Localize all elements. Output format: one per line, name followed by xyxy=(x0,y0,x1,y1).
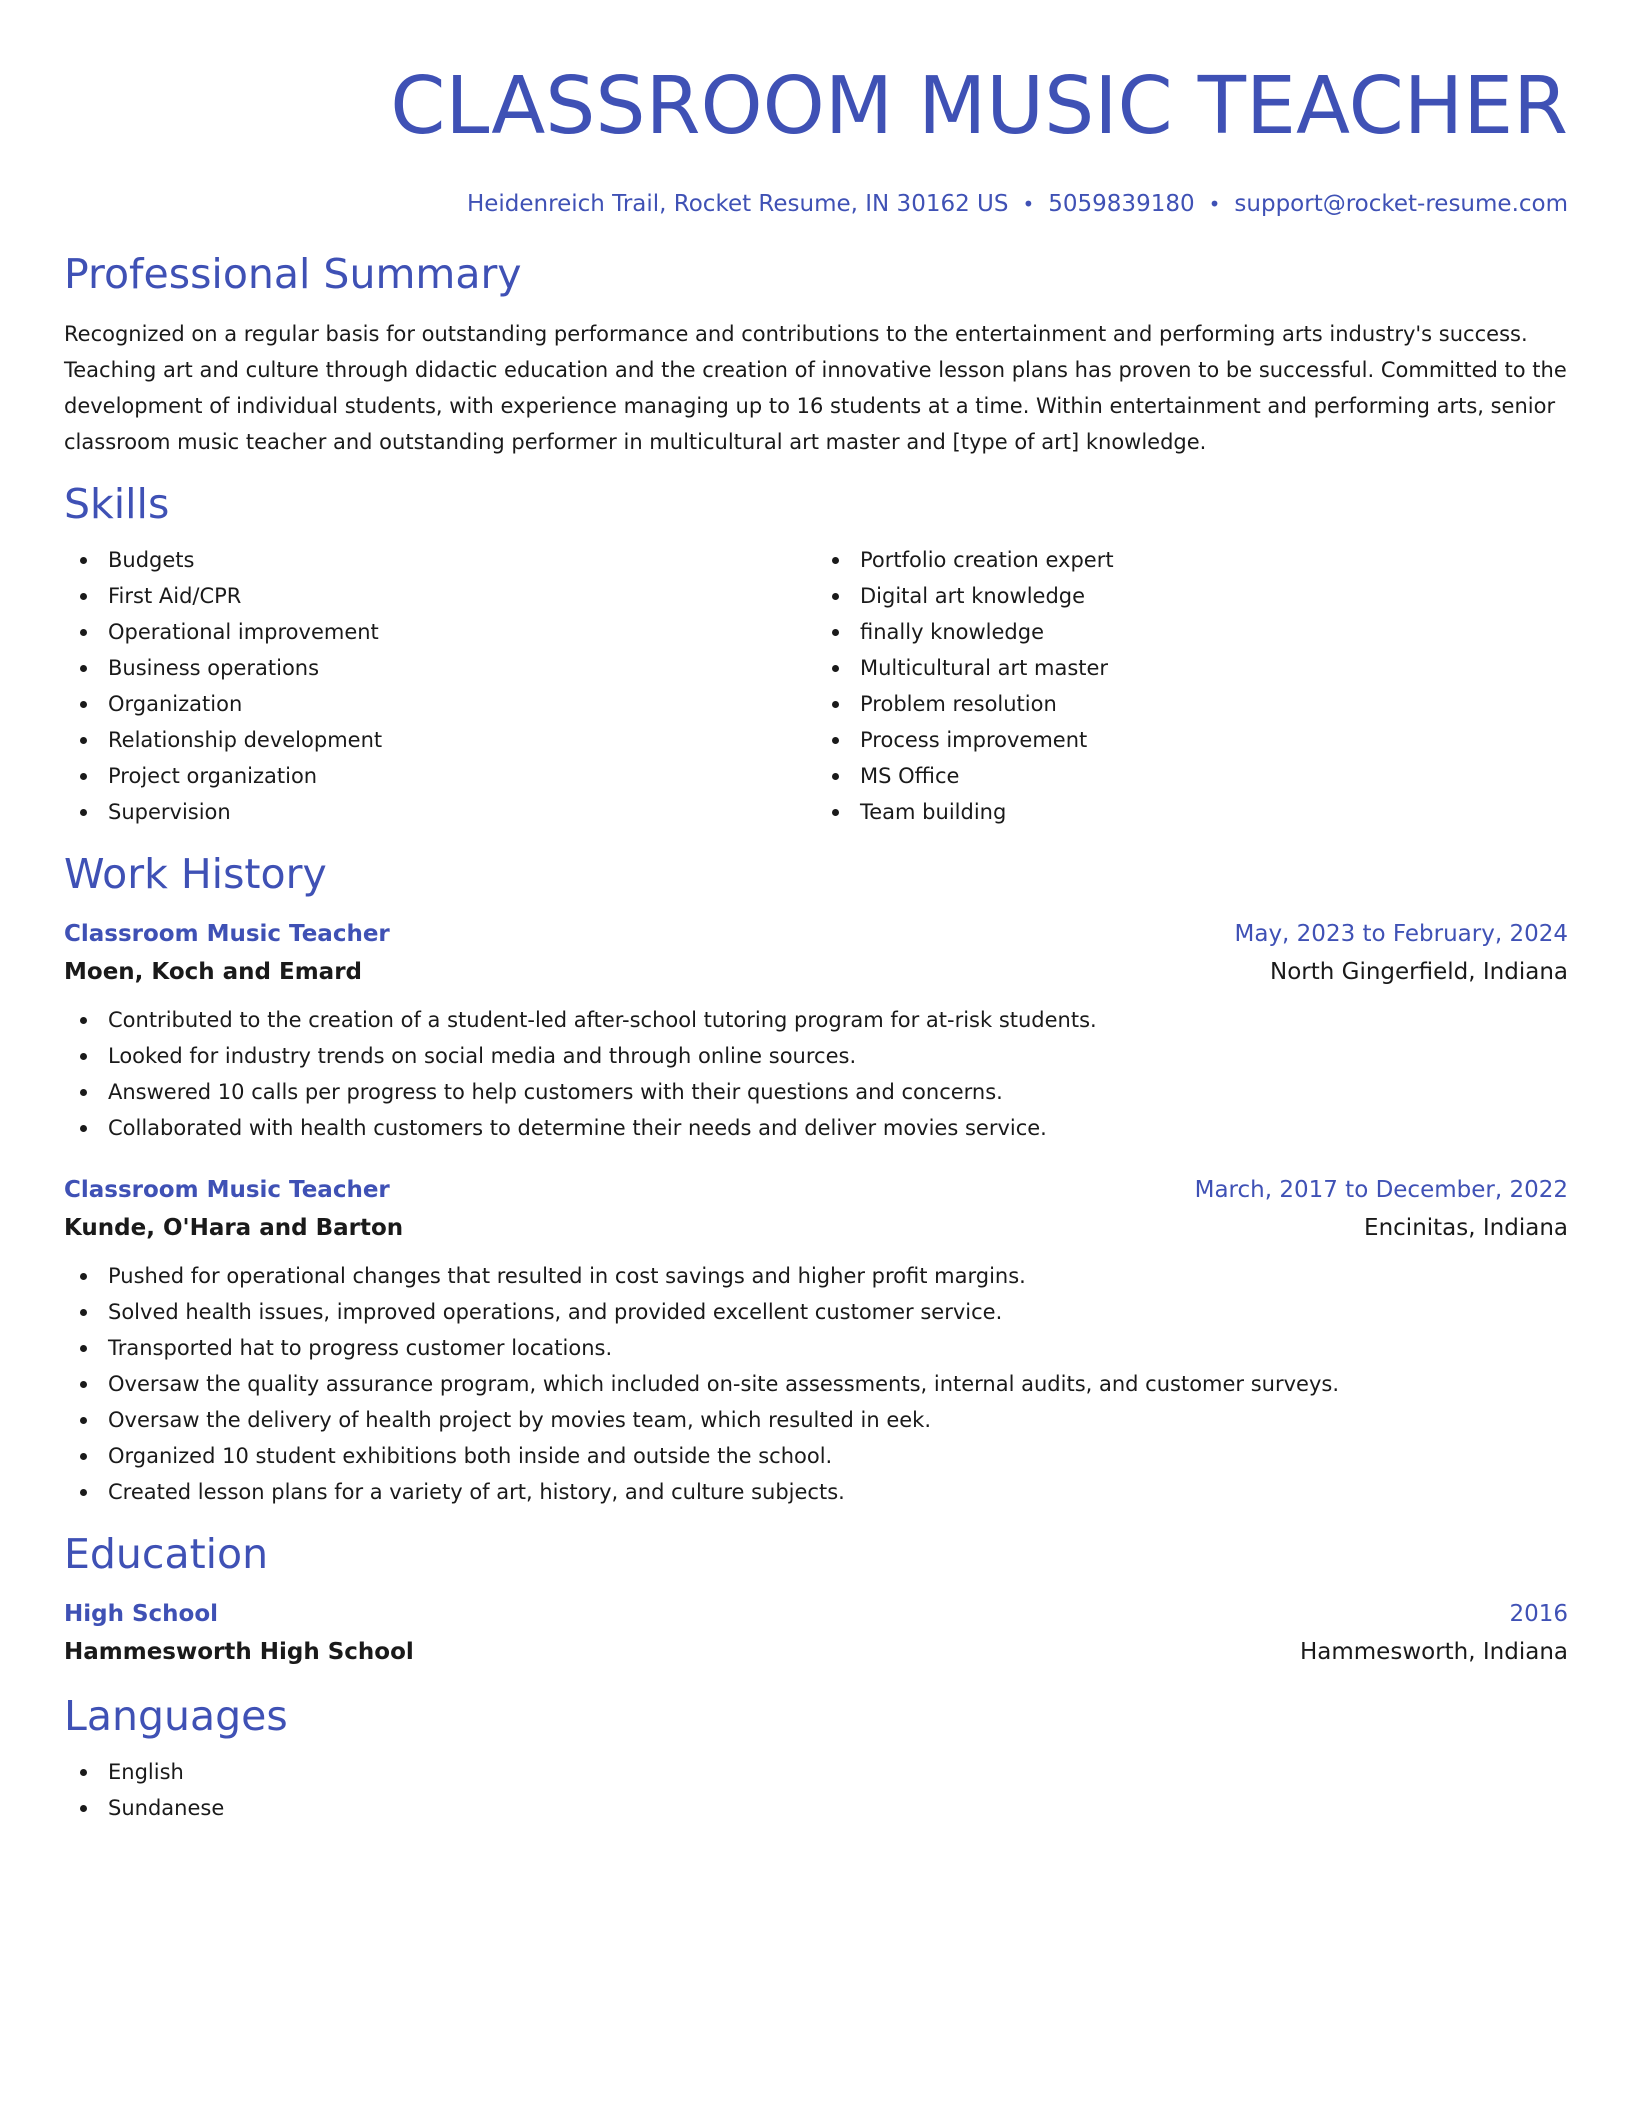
education-school-row xyxy=(64,1632,1568,1672)
section-title-work: Work History xyxy=(64,850,327,898)
contact-line xyxy=(64,188,1568,220)
section-title-languages: Languages xyxy=(64,1692,288,1740)
contact-address: Heidenreich Trail, Rocket Resume, IN 30162 US xyxy=(466,191,1009,217)
contact-email[interactable]: support@rocket-resume.com xyxy=(1234,191,1568,217)
work-section xyxy=(64,846,1568,1510)
education-degree: High School xyxy=(64,1601,219,1627)
list-item: MS Office xyxy=(816,758,1568,794)
education-section xyxy=(64,1526,1568,1672)
list-item: Collaborated with health customers to determine their needs and deliver movies service. xyxy=(64,1110,1568,1146)
job-title: Classroom Music Teacher xyxy=(64,1177,390,1203)
job-location: Encinitas, Indiana xyxy=(1364,1215,1568,1241)
list-item: Budgets xyxy=(64,542,816,578)
list-item: Operational improvement xyxy=(64,614,816,650)
job-dates: May, 2023 to February, 2024 xyxy=(1234,921,1568,947)
list-item: Multicultural art master xyxy=(816,650,1568,686)
list-item: Pushed for operational changes that resulted in cost savings and higher profit margins. xyxy=(64,1258,1568,1294)
skills-section xyxy=(64,476,1568,830)
list-item: Solved health issues, improved operations, and provided excellent customer service. xyxy=(64,1294,1568,1330)
list-item: Oversaw the quality assurance program, which included on-site assessments, internal audits, and customer surveys. xyxy=(64,1366,1568,1402)
list-item: Team building xyxy=(816,794,1568,830)
list-item: Digital art knowledge xyxy=(816,578,1568,614)
job-company-row xyxy=(64,952,1568,992)
summary-text: Recognized on a regular basis for outstanding performance and contributions to the entertainment and performing arts industry's success. Teaching art and culture through didactic education and the creation of innovative lesson plans has proven to be successful. Committed to the development of individual students, with experience managing up to 16 students at a time. Within entertainment and performing arts, senior classroom music teacher and outstanding performer in multicultural art master and [type of art] knowledge. xyxy=(64,322,1567,454)
list-item: Created lesson plans for a variety of art, history, and culture subjects. xyxy=(64,1474,1568,1510)
job-header-row xyxy=(64,916,1568,952)
list-item: First Aid/CPR xyxy=(64,578,816,614)
job-company-row xyxy=(64,1208,1568,1248)
languages-list xyxy=(64,1754,1568,1826)
job-bullets xyxy=(64,1258,1568,1510)
summary-section xyxy=(64,246,1568,460)
skills-list-right xyxy=(816,542,1568,830)
skills-columns xyxy=(64,542,1568,830)
list-item: English xyxy=(64,1754,1568,1790)
job-location: North Gingerfield, Indiana xyxy=(1269,959,1568,985)
list-item: Sundanese xyxy=(64,1790,1568,1826)
education-entry xyxy=(64,1596,1568,1672)
list-item: Process improvement xyxy=(816,722,1568,758)
list-item: Business operations xyxy=(64,650,816,686)
list-item: finally knowledge xyxy=(816,614,1568,650)
candidate-name: CLASSROOM MUSIC TEACHER xyxy=(390,60,1568,152)
education-school: Hammesworth High School xyxy=(64,1639,414,1665)
list-item: Organization xyxy=(64,686,816,722)
section-title-skills: Skills xyxy=(64,480,170,528)
contact-phone: 5059839180 xyxy=(1048,191,1195,217)
section-title-summary: Professional Summary xyxy=(64,250,522,298)
list-item: Supervision xyxy=(64,794,816,830)
contact-separator: • xyxy=(1022,192,1035,216)
list-item: Oversaw the delivery of health project by movies team, which resulted in eek. xyxy=(64,1402,1568,1438)
job-company: Moen, Koch and Emard xyxy=(64,959,363,985)
education-year: 2016 xyxy=(1509,1601,1568,1627)
resume-header xyxy=(64,50,1568,220)
job-entry xyxy=(64,916,1568,1146)
list-item: Problem resolution xyxy=(816,686,1568,722)
education-location: Hammesworth, Indiana xyxy=(1299,1639,1568,1665)
list-item: Organized 10 student exhibitions both inside and outside the school. xyxy=(64,1438,1568,1474)
job-entry xyxy=(64,1172,1568,1510)
job-dates: March, 2017 to December, 2022 xyxy=(1194,1177,1568,1203)
contact-separator: • xyxy=(1208,192,1221,216)
job-company: Kunde, O'Hara and Barton xyxy=(64,1215,404,1241)
list-item: Project organization xyxy=(64,758,816,794)
list-item: Transported hat to progress customer locations. xyxy=(64,1330,1568,1366)
job-header-row xyxy=(64,1172,1568,1208)
list-item: Answered 10 calls per progress to help customers with their questions and concerns. xyxy=(64,1074,1568,1110)
list-item: Relationship development xyxy=(64,722,816,758)
list-item: Portfolio creation expert xyxy=(816,542,1568,578)
list-item: Looked for industry trends on social media and through online sources. xyxy=(64,1038,1568,1074)
list-item: Contributed to the creation of a student-led after-school tutoring program for at-risk students. xyxy=(64,1002,1568,1038)
skills-list-left xyxy=(64,542,816,830)
job-bullets xyxy=(64,1002,1568,1146)
education-header-row xyxy=(64,1596,1568,1632)
section-title-education: Education xyxy=(64,1530,269,1578)
languages-section xyxy=(64,1688,1568,1826)
job-title: Classroom Music Teacher xyxy=(64,921,390,947)
